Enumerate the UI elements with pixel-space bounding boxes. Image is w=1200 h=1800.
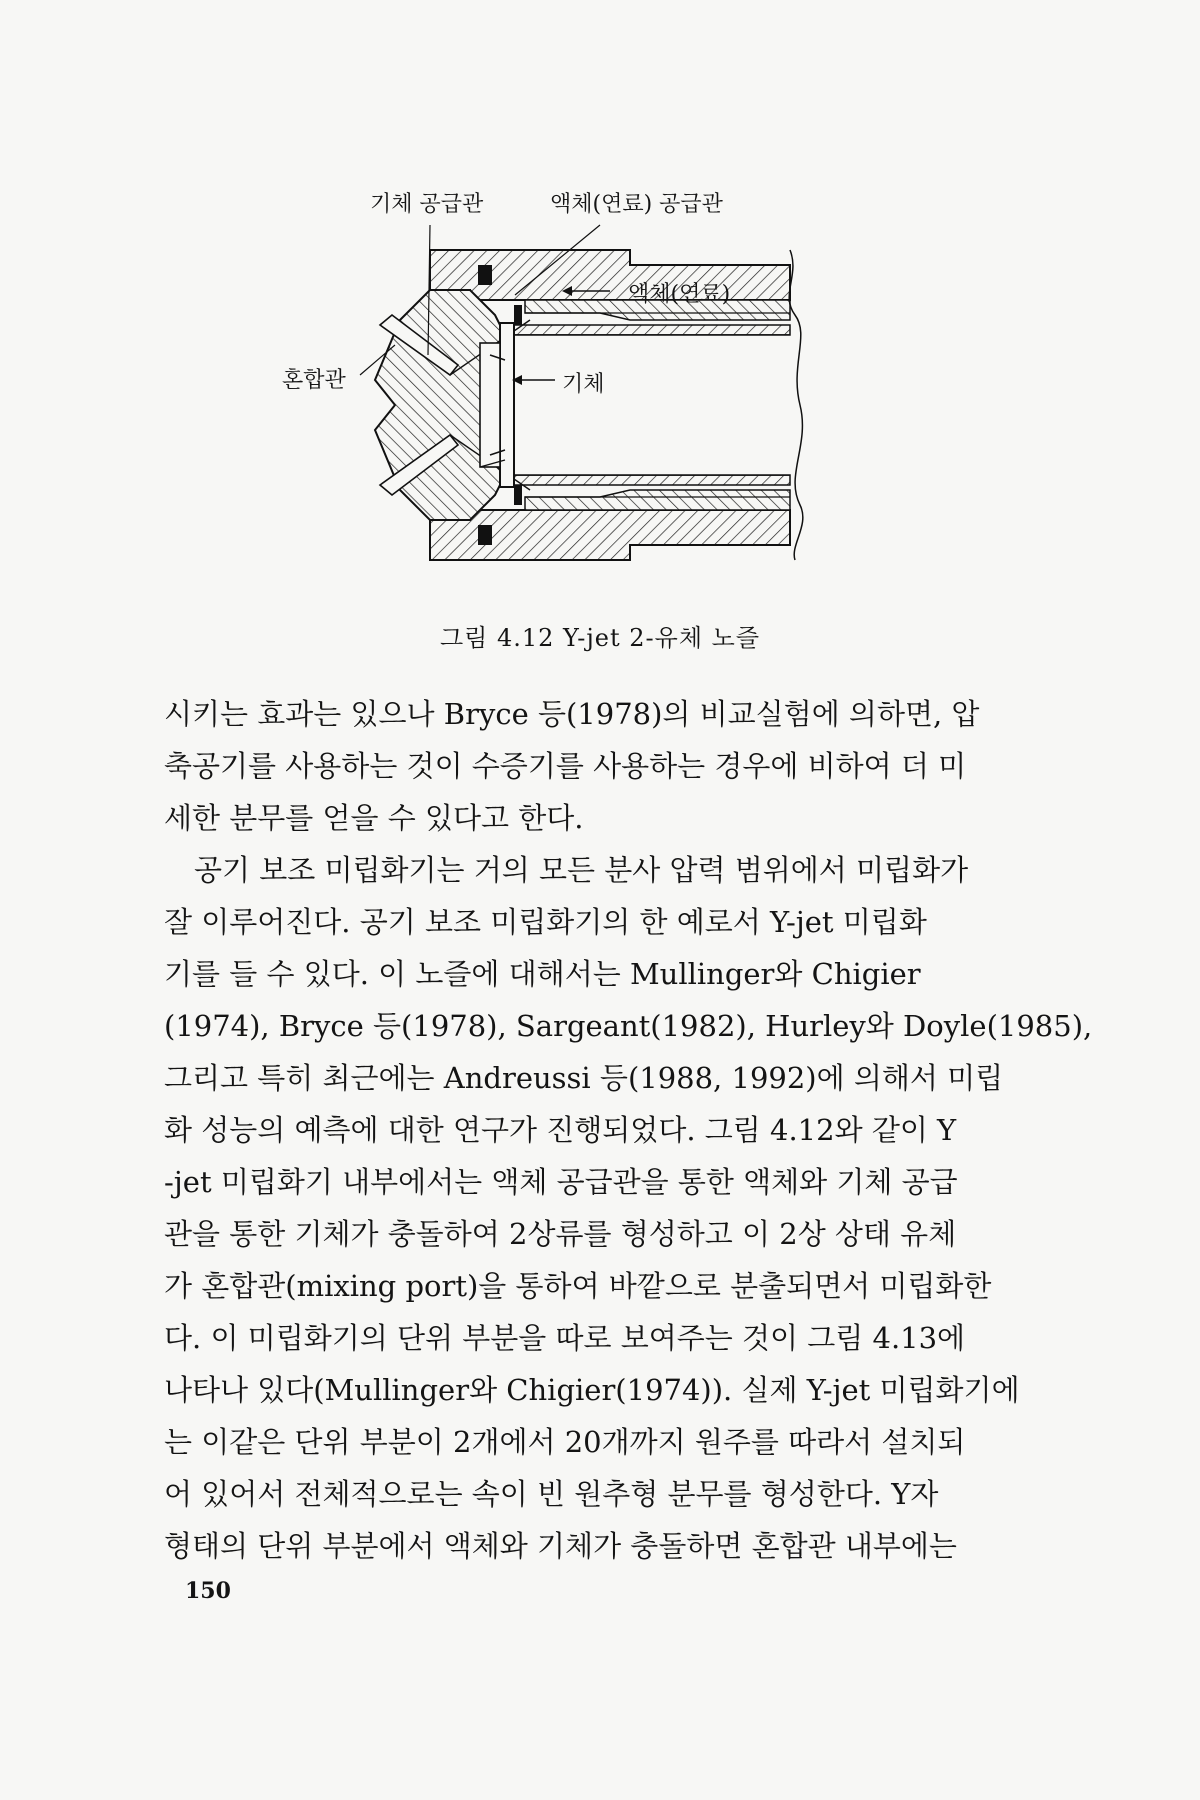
text-line-1-content: 시키는 효과는 있으나 Bryce 등(1978)의 비교실험에 의하면, 압 (164, 697, 980, 731)
text-line-6-content: 기를 들 수 있다. 이 노즐에 대해서는 Mullinger와 Chigier (164, 957, 921, 991)
text-line-11-content: 관을 통한 기체가 충돌하여 2상류를 형성하고 이 2상 상태 유체 (164, 1217, 957, 1251)
liquid-supply-pipe-label: 액체(연료) 공급관 (550, 192, 723, 217)
text-line-5 (164, 896, 1064, 948)
text-line-6 (164, 948, 1064, 1000)
text-line-14-content: 나타나 있다(Mullinger와 Chigier(1974)). 실제 Y-jet 미립화기에 (164, 1373, 1020, 1407)
page-number: 150 (185, 1578, 231, 1604)
gas-supply-pipe-label: 기체 공급관 (370, 192, 484, 217)
text-line-12 (164, 1260, 1064, 1312)
text-line-13 (164, 1312, 1064, 1364)
nozzle-cross-section-diagram (300, 195, 920, 615)
text-line-14 (164, 1364, 1064, 1416)
text-line-11 (164, 1208, 1064, 1260)
text-line-17-content: 형태의 단위 부분에서 액체와 기체가 충돌하면 혼합관 내부에는 (164, 1529, 957, 1563)
body-text (164, 688, 1093, 1572)
text-line-16 (164, 1468, 1064, 1520)
text-line-12-content: 가 혼합관(mixing port)을 통하여 바깥으로 분출되면서 미립화한 (164, 1269, 992, 1303)
text-line-7 (164, 1000, 1093, 1052)
text-line-8 (164, 1052, 1064, 1104)
text-line-8-content: 그리고 특히 최근에는 Andreussi 등(1988, 1992)에 의해서 미립 (164, 1061, 1004, 1095)
text-line-10-content: -jet 미립화기 내부에서는 액체 공급관을 통한 액체와 기체 공급 (164, 1165, 958, 1199)
liquid-flow-label: 액체(연료) (628, 282, 731, 307)
text-line-3-content: 세한 분무를 얻을 수 있다고 한다. (164, 801, 584, 835)
text-line-9 (164, 1104, 1064, 1156)
text-line-7-content: (1974), Bryce 등(1978), Sargeant(1982), Hurley와 Doyle(1985), (164, 1009, 1093, 1043)
text-line-16-content: 어 있어서 전체적으로는 속이 빈 원추형 분무를 형성한다. Y자 (164, 1477, 939, 1511)
text-line-17 (164, 1520, 1064, 1572)
text-line-4 (164, 844, 1064, 896)
mixing-pipe-label: 혼합관 (282, 368, 346, 393)
y-jet-nozzle-figure (282, 192, 920, 615)
text-line-13-content: 다. 이 미립화기의 단위 부분을 따로 보여주는 것이 그림 4.13에 (164, 1321, 966, 1355)
text-line-15-content: 는 이같은 단위 부분이 2개에서 20개까지 원주를 따라서 설치되 (164, 1425, 966, 1459)
text-line-10 (164, 1156, 1064, 1208)
text-line-1 (164, 688, 1064, 740)
gas-flow-label: 기체 (562, 372, 605, 397)
figure-caption: 그림 4.12 Y-jet 2-유체 노즐 (439, 624, 761, 652)
text-line-4-content: 공기 보조 미립화기는 거의 모든 분사 압력 범위에서 미립화가 (194, 853, 969, 887)
text-line-2-content: 축공기를 사용하는 것이 수증기를 사용하는 경우에 비하여 더 미 (164, 749, 967, 783)
text-line-2 (164, 740, 1064, 792)
text-line-9-content: 화 성능의 예측에 대한 연구가 진행되었다. 그림 4.12와 같이 Y (164, 1113, 957, 1147)
text-line-3 (164, 792, 1064, 844)
text-line-15 (164, 1416, 1064, 1468)
text-line-5-content: 잘 이루어진다. 공기 보조 미립화기의 한 예로서 Y-jet 미립화 (164, 905, 927, 939)
